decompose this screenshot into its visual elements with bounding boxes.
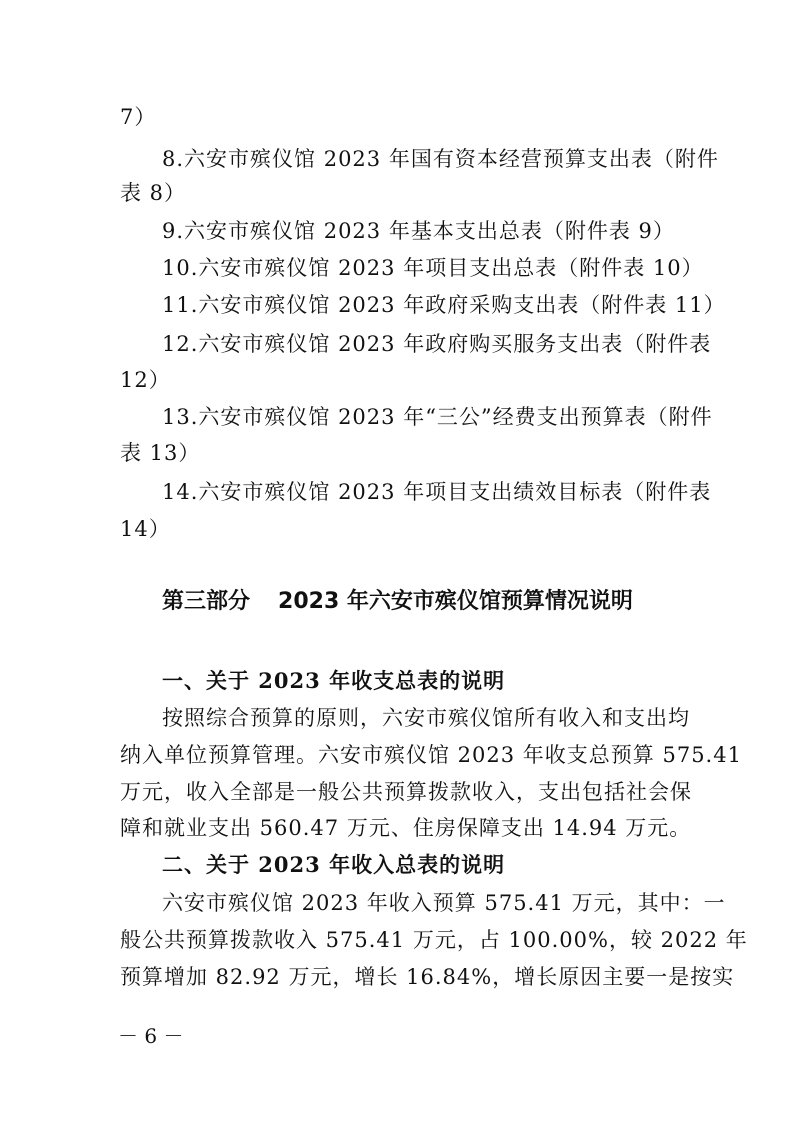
list-item-13: 13.六安市殡仪馆 2023 年“三公”经费支出预算表（附件: [162, 405, 713, 429]
list-item-12-tail: 12）: [120, 368, 171, 392]
section1-line-2: 纳入单位预算管理。六安市殡仪馆 2023 年收支总预算 575.41: [120, 743, 742, 767]
part-heading-label: 第三部分: [162, 589, 251, 614]
list-item-14-tail: 14）: [120, 517, 171, 541]
section2-line-1: 六安市殡仪馆 2023 年收入预算 575.41 万元，其中：一: [162, 891, 726, 915]
list-item-7-tail: 7）: [120, 105, 157, 129]
list-item-10: 10.六安市殡仪馆 2023 年项目支出总表（附件表 10）: [162, 256, 704, 280]
part-heading-title: 2023 年六安市殡仪馆预算情况说明: [278, 589, 633, 614]
list-item-8-tail: 表 8）: [120, 181, 187, 205]
page-number: － 6 －: [118, 1024, 184, 1048]
part-heading: [162, 586, 633, 618]
section1-line-1: 按照综合预算的原则，六安市殡仪馆所有收入和支出均: [162, 706, 690, 730]
section2-heading: 二、关于 2023 年收入总表的说明: [162, 852, 506, 877]
list-item-12: 12.六安市殡仪馆 2023 年政府购买服务支出表（附件表: [162, 332, 712, 356]
list-item-14: 14.六安市殡仪馆 2023 年项目支出绩效目标表（附件表: [162, 480, 712, 504]
list-item-11: 11.六安市殡仪馆 2023 年政府采购支出表（附件表 11）: [162, 293, 726, 317]
section1-heading: 一、关于 2023 年收支总表的说明: [162, 668, 506, 693]
list-item-8: 8.六安市殡仪馆 2023 年国有资本经营预算支出表（附件: [162, 147, 719, 171]
section2-line-3: 预算增加 82.92 万元，增长 16.84%，增长原因主要一是按实: [120, 965, 735, 989]
section2-line-2: 般公共预算拨款收入 575.41 万元，占 100.00%，较 2022 年: [120, 928, 748, 952]
section1-line-4: 障和就业支出 560.47 万元、住房保障支出 14.94 万元。: [120, 816, 692, 840]
list-item-13-tail: 表 13）: [120, 441, 201, 465]
section1-line-3: 万元，收入全部是一般公共预算拨款收入，支出包括社会保: [120, 780, 692, 804]
list-item-9: 9.六安市殡仪馆 2023 年基本支出总表（附件表 9）: [162, 219, 675, 243]
